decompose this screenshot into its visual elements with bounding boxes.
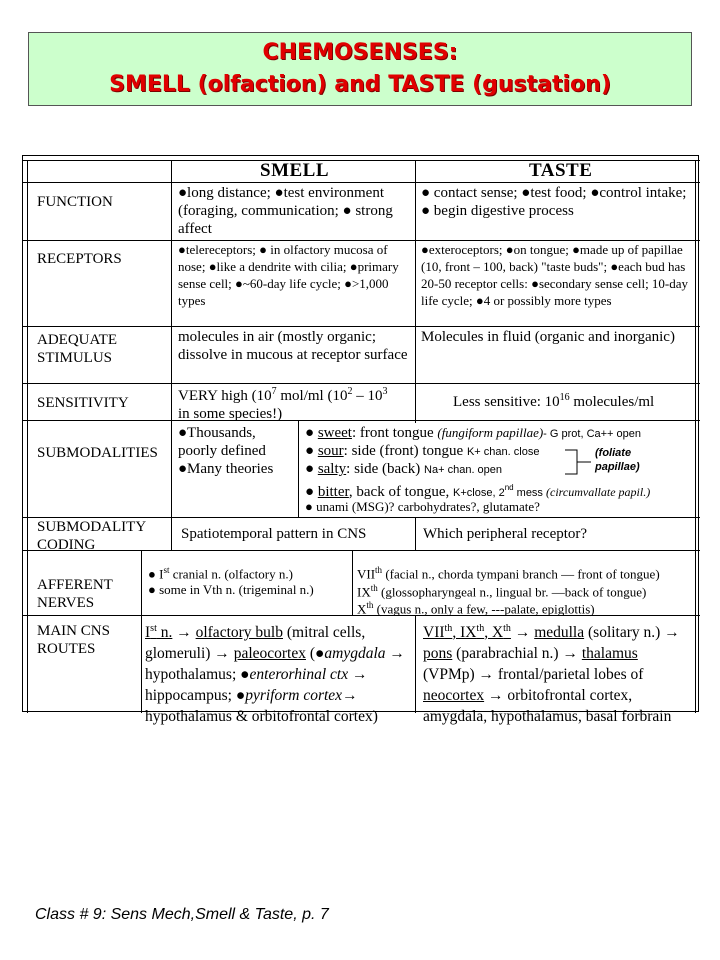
routes-line [423, 643, 698, 664]
label-submodalities: SUBMODALITIES [37, 445, 158, 461]
channel: Na+ chan. open [424, 464, 503, 476]
rule [352, 550, 353, 615]
channel: - G prot, Ca++ open [543, 428, 642, 440]
header-taste: TASTE [529, 160, 593, 181]
text: – 10 [352, 388, 383, 404]
text: (vagus n., only a few, ---palate, epiglottis) [373, 601, 595, 617]
routes-line [145, 685, 413, 706]
text: ● I [148, 566, 164, 582]
rule [415, 615, 416, 713]
text: : side (front) tongue [343, 443, 467, 459]
text: , back of tongue, [348, 484, 454, 500]
text: : front tongue [351, 425, 438, 441]
sup: 7 [271, 386, 277, 397]
text: VII [423, 624, 445, 642]
text: (foliate [595, 447, 632, 459]
text: : side (back) [346, 461, 425, 477]
label-coding [37, 518, 146, 554]
label-sensitivity: SENSITIVITY [37, 395, 129, 411]
taste-routes [423, 618, 698, 727]
text: (solitary n.) → [584, 624, 680, 642]
sup: th [366, 600, 374, 610]
taste-afferent-3 [357, 597, 595, 617]
title-line-2: SMELL (olfaction) and TASTE (gustation) [109, 72, 611, 97]
text: VII [357, 566, 376, 582]
label-receptors: RECEPTORS [37, 251, 122, 267]
text: Less sensitive: 10 [453, 394, 560, 410]
smell-afferent-1 [148, 562, 293, 582]
comparison-table [22, 155, 699, 726]
salty-word: salty [317, 461, 347, 477]
smell-coding: Spatiotemporal pattern in CNS [181, 526, 367, 542]
rule [141, 550, 142, 713]
taste-receptors: ●exteroceptors; ●on tongue; ●made up of papillae (10, front – 100, back) "taste buds"; ●each bud has 20-50 receptor cells: ●secondary sense cell; 10-day life cycle; ●4 or possibly more types [421, 242, 689, 308]
taste-umami: ● unami (MSG)? carbohydrates?, glutamate? [305, 499, 540, 514]
text: → [342, 687, 358, 705]
taste-function: ● contact sense; ●test food; ●control intake; ● begin digestive process [421, 185, 687, 219]
text: (mitral cells, [282, 624, 366, 642]
text: I [145, 624, 151, 642]
taste-sweet: ● sweet: front tongue (fungiform papillae)- G prot, Ca++ open [305, 425, 642, 441]
rule [171, 160, 172, 550]
routes-line [145, 643, 413, 664]
label-routes-2: ROUTES [37, 641, 96, 657]
text [145, 624, 172, 641]
text: hippocampus; ● [145, 687, 246, 705]
text: n. [156, 624, 173, 642]
text: → [510, 624, 535, 642]
sup: st [150, 623, 157, 634]
text: papillae) [595, 461, 640, 473]
smell-stimulus: molecules in air (mostly organic; dissolve in mucous at receptor surface [178, 329, 408, 363]
label-stimulus-2: STIMULUS [37, 350, 113, 366]
smell-function: ●long distance; ●test environment (foraging, communication; ● strong affect [178, 185, 393, 237]
text [423, 624, 511, 641]
text: , X [484, 624, 504, 642]
sup: th [503, 623, 511, 634]
text: mol/ml (10 [276, 388, 348, 404]
text: hypothalamus; ● [145, 666, 250, 684]
smell-receptors: ●telereceptors; ● in olfactory mucosa of nose; ●like a dendrite with cilia; ●primary sense cell; ●~60-day life cycle; ●>1,000 types [178, 242, 399, 308]
sup: th [370, 583, 378, 593]
text: X [357, 601, 367, 617]
smell-routes [145, 618, 413, 727]
bitter-word: bitter [317, 484, 349, 500]
label-routes-1: MAIN CNS [37, 623, 110, 639]
text: pyriform cortex [245, 687, 343, 705]
label-routes [37, 622, 110, 658]
label-afferent-1: AFFERENT [37, 577, 113, 593]
text: → [348, 666, 368, 684]
text: glomeruli) → [145, 645, 234, 663]
taste-salty: ● salty: side (back) Na+ chan. open [305, 461, 503, 477]
sup: th [375, 565, 383, 575]
routes-line: (VPMp) → frontal/parietal lobes of [423, 666, 644, 684]
text: in some species!) [178, 406, 283, 422]
taste-stimulus: Molecules in fluid (organic and inorganic) [421, 329, 675, 345]
rule [27, 160, 28, 713]
text: IX [357, 584, 371, 600]
title-line-1: CHEMOSENSES: [262, 40, 458, 65]
smell-sensitivity [178, 383, 413, 423]
label-coding-1: SUBMODALITY [37, 519, 147, 535]
sup: 2 [347, 386, 353, 397]
text: molecules/ml [569, 394, 655, 410]
text: → orbitofrontal cortex, [484, 687, 633, 705]
sup: st [163, 565, 170, 575]
bracket-icon [563, 446, 593, 478]
text: medulla [534, 624, 585, 642]
rule [415, 517, 416, 550]
sup: th [444, 623, 453, 634]
taste-sour: ● sour: side (front) tongue K+ chan. close [305, 443, 540, 459]
text: pons [423, 645, 453, 663]
rule [23, 160, 700, 161]
note: (fungiform papillae) [437, 425, 544, 440]
routes-line [423, 685, 698, 706]
header-smell: SMELL [260, 160, 330, 181]
channel: mess [513, 487, 546, 499]
smell-submodalities: ●Thousands, poorly defined ●Many theories [178, 425, 274, 477]
routes-line: hypothalamus & orbitofrontal cortex) [145, 708, 378, 726]
text: (parabrachial n.) → [452, 645, 582, 663]
sup: th [476, 623, 485, 634]
sup: 3 [382, 386, 388, 397]
smell-afferent-2: ● some in Vth n. (trigeminal n.) [148, 582, 314, 597]
text: thalamus [581, 645, 638, 663]
title-banner [28, 32, 692, 106]
label-afferent-2: NERVES [37, 595, 95, 611]
text: → [172, 624, 196, 642]
channel: K+ chan. close [466, 446, 540, 458]
label-stimulus [37, 331, 117, 367]
rule [23, 182, 700, 183]
text: (facial n., chorda tympani branch — front of tongue) [382, 566, 660, 582]
label-stimulus-1: ADEQUATE [37, 332, 117, 348]
channel: K+close, 2 [453, 487, 505, 499]
text: VERY high (10 [178, 388, 272, 404]
rule [23, 326, 700, 327]
text: neocortex [423, 687, 485, 705]
note: (circumvallate papil.) [546, 485, 651, 499]
text: cranial n. (olfactory n.) [169, 566, 293, 582]
sup: 16 [559, 392, 570, 403]
text: paleocortex [233, 645, 306, 663]
text: amygdala [324, 645, 386, 663]
taste-bitter: ● bitter, back of tongue, K+close, 2nd mess (circumvallate papil.) [305, 483, 651, 500]
page-footer: Class # 9: Sens Mech,Smell & Taste, p. 7 [35, 906, 329, 923]
label-afferent [37, 576, 113, 612]
text: , IX [452, 624, 477, 642]
rule [298, 420, 299, 517]
sweet-word: sweet [317, 425, 352, 441]
text: → [385, 645, 405, 663]
text: (● [305, 645, 325, 663]
text: olfactory bulb [195, 624, 283, 642]
text: enterorhinal ctx [249, 666, 349, 684]
label-function: FUNCTION [37, 194, 113, 210]
routes-line [423, 618, 698, 643]
routes-line: amygdala, hypothalamus, basal forbrain [423, 708, 672, 726]
routes-line [145, 618, 413, 643]
label-coding-2: CODING [37, 537, 96, 553]
routes-line [145, 664, 413, 685]
taste-coding: Which peripheral receptor? [423, 526, 588, 542]
sour-word: sour [317, 443, 344, 459]
rule [415, 160, 416, 423]
foliate-note [595, 446, 640, 474]
text: (glossopharyngeal n., lingual br. —back of tongue) [377, 584, 647, 600]
taste-sensitivity [453, 389, 693, 411]
sup: nd [504, 483, 514, 492]
